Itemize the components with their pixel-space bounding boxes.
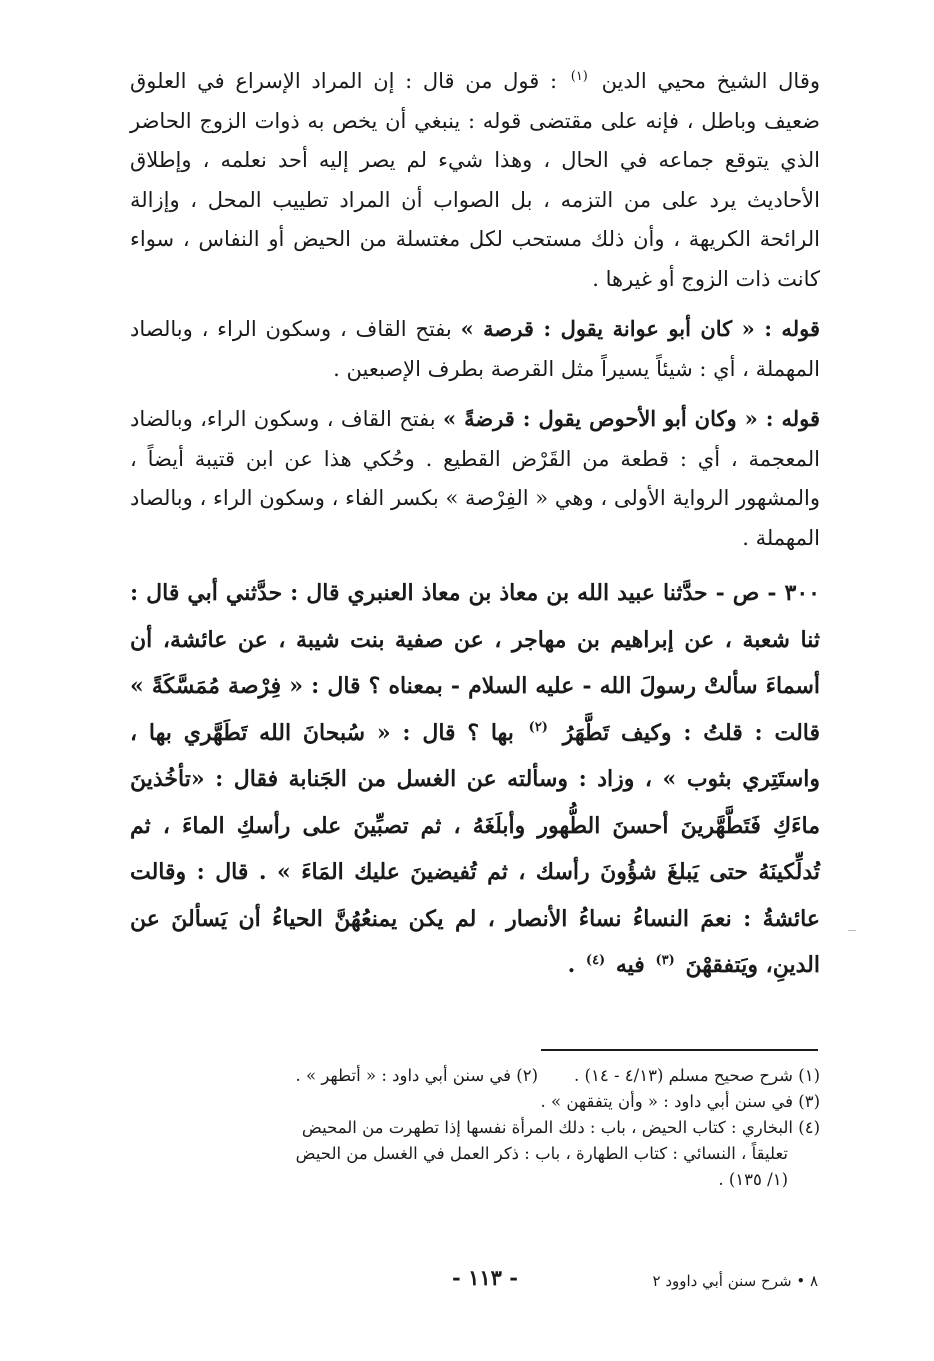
footnote-2: (٢) في سنن أبي داود : « أتطهر » . bbox=[295, 1066, 539, 1085]
quoted-phrase: قوله : « كان أبو عوانة يقول : قرصة » bbox=[460, 316, 820, 341]
quoted-phrase: قوله : « وكان أبو الأحوص يقول : قرضةً » bbox=[442, 406, 820, 431]
footnote-4-continued: (١/ ١٣٥) . bbox=[718, 1170, 788, 1189]
paragraph-text: : قول من قال : إن المراد الإسراع في العلوق ضعيف وباطل ، فإنه على مقتضى قوله : ينبغي أن يخص به ذوات الزوج الحاضر الذي يتوقع جماعه في الحال ، وهذا شيء لم يصر إليه أحد نعلمه ، وإطلاق الأحاديث يرد على من التزمه ، بل الصواب أن المراد تطييب المحل ، وإزالة الرائحة الكريهة ، وأن ذلك مستحب لكل مغتسلة من الحيض أو النفاس ، سواء كانت ذات الزوج أو غيرها . bbox=[130, 69, 820, 291]
footnote-3: (٣) في سنن أبي داود : « وأن يتفقهن » . bbox=[540, 1092, 820, 1111]
paragraph-text: وقال الشيخ محيي الدين bbox=[601, 69, 821, 93]
margin-mark bbox=[848, 930, 856, 931]
paragraph-text: بفتح القاف ، وسكون الراء ، وبالصاد المهملة ، أي : شيئاً يسيراً مثل القرصة بطرف الإصبعين . bbox=[130, 317, 820, 381]
footnote-4: (٤) البخاري : كتاب الحيض ، باب : دلك المرأة نفسها إذا تطهرت من المحيض bbox=[301, 1118, 820, 1137]
footnote-4-continued: تعليقاً ، النسائي : كتاب الطهارة ، باب : ذكر العمل في الغسل من الحيض bbox=[295, 1144, 788, 1163]
hadith-text: فيه bbox=[615, 952, 645, 978]
footnote-ref-4[interactable]: (٤) bbox=[585, 952, 606, 968]
footnote-1: (١) شرح صحيح مسلم (٤/١٣ - ١٤) . bbox=[574, 1066, 820, 1085]
paragraph-abu-awana bbox=[130, 309, 820, 389]
hadith-text: بها ؟ قال : « سُبحانَ الله تَطَهَّري بها ، واستَتِري بثوب » ، وزاد : وسألته عن الغسل من الجَنابة فقال : «تأخُذينَ ماءَكِ فَتَطَّهَّرينَ أحسنَ الطُّهور وأبلَغَهُ ، ثم تصبِّينَ على رأسكِ الماءَ ، ثم تُدلِّكينَهُ حتى يَبلغَ شؤُونَ رأسك ، ثم تُفيضينَ عليك المَاءَ » . قال : وقالت عائشةُ : نعمَ النساءُ نساءُ الأنصار ، لم يكن يمنعُهُنَّ الحياءُ أن يَسألنَ عن الدينِ، ويَتفقهْنَ bbox=[130, 719, 820, 978]
page-number: - ١١٣ - bbox=[452, 1265, 518, 1290]
paragraph-abu-al-ahwas bbox=[130, 399, 820, 558]
footnotes bbox=[130, 1063, 820, 1193]
footnote-ref-1[interactable]: (١) bbox=[570, 69, 588, 84]
footnote-ref-3[interactable]: (٣) bbox=[655, 952, 675, 968]
running-footer: ٨ • شرح سنن أبي داوود ٢ bbox=[652, 1272, 818, 1290]
paragraph-commentary bbox=[130, 62, 820, 299]
page-body bbox=[130, 62, 820, 989]
hadith-300 bbox=[130, 570, 820, 989]
paragraph-text: بفتح القاف ، وسكون الراء، وبالضاد المعجمة ، أي : قطعة من القَرْض القطيع . وحُكي هذا عن ابن قتيبة أيضاً ، والمشهور الرواية الأولى ، وهي « الفِرْصة » بكسر الفاء ، وسكون الراء ، وبالصاد المهملة . bbox=[130, 407, 820, 550]
footnote-1-2 bbox=[130, 1063, 820, 1089]
footnote-separator bbox=[541, 1049, 818, 1051]
hadith-text: . bbox=[567, 952, 576, 978]
footnote-ref-2[interactable]: (٢) bbox=[528, 720, 548, 736]
hadith-text: ٣٠٠ - ص - حدَّثنا عبيد الله بن معاذ بن معاذ العنبري قال : حدَّثني أبي قال : ثنا شعبة ، عن إبراهيم بن مهاجر ، عن صفية بنت شيبة ، عن عائشة، أن أسماءَ سألتْ رسولَ الله - عليه السلام - بمعناه ؟ قال : « فِرْصة مُمَسَّكَةً » قالت : قلتُ : وكيف تَطَّهَرُ bbox=[130, 580, 820, 746]
